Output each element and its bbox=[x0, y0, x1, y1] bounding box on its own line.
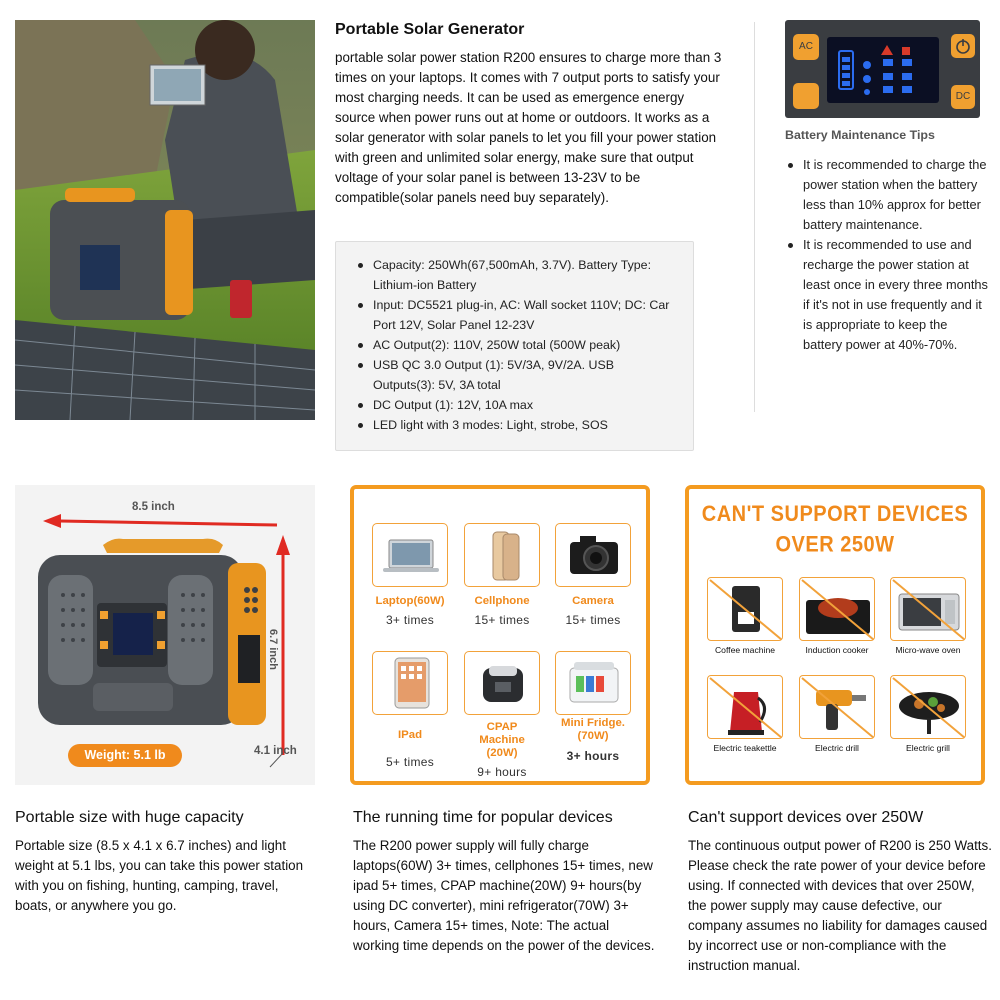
induction-cooker-icon bbox=[799, 577, 875, 641]
nosupport-label: Coffee machine bbox=[714, 645, 776, 655]
spec-item: USB QC 3.0 Output (1): 5V/3A, 9V/2A. USB Outputs(3): 5V, 3A total bbox=[358, 355, 679, 395]
device-value: 3+ times bbox=[385, 613, 435, 627]
device-label: IPad bbox=[397, 729, 423, 741]
size-card bbox=[15, 485, 315, 785]
device-value: 15+ times bbox=[565, 613, 621, 627]
nosupport-tile-grill bbox=[890, 675, 966, 753]
nosupport-tile-induction bbox=[799, 577, 875, 655]
electric-drill-icon bbox=[799, 675, 875, 739]
coffee-machine-icon bbox=[707, 577, 783, 641]
device-tile-laptop bbox=[372, 523, 448, 627]
spec-item: AC Output(2): 110V, 250W total (500W peak) bbox=[358, 335, 679, 355]
weight-badge: Weight: 5.1 lb bbox=[68, 744, 182, 767]
device-label: CPAP Machine (20W) bbox=[479, 721, 525, 759]
depth-label: 4.1 inch bbox=[254, 745, 297, 757]
section-title-runtime: The running time for popular devices bbox=[353, 809, 613, 826]
electric-teakettle-icon bbox=[707, 675, 783, 739]
height-label: 6.7 inch bbox=[267, 629, 279, 670]
spec-item: DC Output (1): 12V, 10A max bbox=[358, 395, 679, 415]
section-text-size: Portable size (8.5 x 4.1 x 6.7 inches) and light weight at 5.1 lbs, you can take this power station with you on fishing, hunting, camping, travel, boats, or anywhere you go. bbox=[15, 838, 304, 913]
section-title-size: Portable size with huge capacity bbox=[15, 809, 244, 826]
device-tile-camera bbox=[555, 523, 631, 627]
nosupport-label: Micro-wave oven bbox=[895, 645, 961, 655]
nosupport-title-line1: CAN'T SUPPORT DEVICES bbox=[701, 502, 969, 527]
nosupport-label: Induction cooker bbox=[805, 645, 869, 655]
nosupport-card bbox=[685, 485, 985, 785]
generator-illustration bbox=[33, 535, 273, 735]
device-value: 5+ times bbox=[385, 755, 435, 769]
ac-button-icon: AC bbox=[793, 34, 819, 60]
tip-item: It is recommended to charge the power station when the battery less than 10% approx for better battery maintenance. bbox=[785, 155, 990, 235]
ipad-icon bbox=[372, 651, 448, 715]
device-value: 3+ hours bbox=[566, 749, 620, 763]
vertical-divider bbox=[754, 22, 755, 412]
device-label: Mini Fridge.(70W) bbox=[561, 717, 625, 742]
top-description: portable solar power station R200 ensures to charge more than 3 times on your laptops. It comes with 7 output ports to satisfy your most charging needs. It can be used as emergence energy source when power runs out at home or outdoors. It works as a solar generator with solar panels to let you fill your power station with green and unlimited solar energy, make sure that output voltage of your solar panel is between 13-23V to be compatible(solar panels need buy separately). bbox=[335, 50, 722, 205]
device-tile-cellphone bbox=[464, 523, 540, 627]
nosupport-tile-microwave bbox=[890, 577, 966, 655]
nosupport-title-line2: OVER 250W bbox=[775, 532, 895, 557]
spec-item: Input: DC5521 plug-in, AC: Wall socket 110V; DC: Car Port 12V, Solar Panel 12-23V bbox=[358, 295, 679, 335]
device-tile-ipad bbox=[372, 651, 448, 769]
camera-icon bbox=[555, 523, 631, 587]
nosupport-label: Electric teakettle bbox=[713, 743, 777, 753]
spec-box bbox=[335, 241, 694, 451]
tips-list bbox=[785, 155, 990, 355]
section-text-nosupport: The continuous output power of R200 is 250 Watts. Please check the rate power of your device before using. If connected with devices that over 250W, the power supply may cause defective, our company assumes no liability for damages caused by incorrect use or non-compliance with the instruction manual. bbox=[688, 838, 992, 973]
laptop-icon bbox=[372, 523, 448, 587]
cpap-machine-icon bbox=[464, 651, 540, 715]
width-label: 8.5 inch bbox=[132, 501, 175, 513]
tips-title: Battery Maintenance Tips bbox=[785, 128, 935, 142]
control-panel-image bbox=[785, 20, 980, 118]
spec-item: LED light with 3 modes: Light, strobe, SOS bbox=[358, 415, 679, 435]
lcd-display bbox=[827, 37, 939, 103]
electric-grill-icon bbox=[890, 675, 966, 739]
top-title: Portable Solar Generator bbox=[335, 21, 525, 38]
nosupport-tile-drill bbox=[799, 675, 875, 753]
nosupport-tile-coffee bbox=[707, 577, 783, 655]
microwave-oven-icon bbox=[890, 577, 966, 641]
nosupport-title bbox=[689, 500, 981, 560]
device-label: Laptop(60W) bbox=[375, 595, 445, 607]
device-label: Camera bbox=[572, 595, 614, 607]
device-value: 15+ times bbox=[474, 613, 530, 627]
device-tile-cpap bbox=[464, 651, 540, 779]
mini-fridge-icon bbox=[555, 651, 631, 715]
nosupport-tile-teakettle bbox=[707, 675, 783, 753]
tip-item: It is recommended to use and recharge the power station at least once in every three months if it's not in use frequently and it is appropriate to keep the battery power at 40%-70%. bbox=[785, 235, 990, 355]
power-icon bbox=[951, 34, 975, 58]
section-title-nosupport: Can't support devices over 250W bbox=[688, 809, 924, 826]
device-value: 9+ hours bbox=[477, 765, 527, 779]
dc-button-icon: DC bbox=[951, 85, 975, 109]
device-tile-mini-fridge bbox=[555, 651, 631, 763]
spec-item: Capacity: 250Wh(67,500mAh, 3.7V). Battery Type: Lithium-ion Battery bbox=[358, 255, 679, 295]
devices-card bbox=[350, 485, 650, 785]
light-icon bbox=[793, 83, 819, 109]
hero-photo bbox=[15, 20, 315, 420]
device-label: Cellphone bbox=[474, 595, 530, 607]
nosupport-label: Electric grill bbox=[906, 743, 950, 753]
section-text-runtime: The R200 power supply will fully charge laptops(60W) 3+ times, cellphones 15+ times, new ipad 5+ times, CPAP machine(20W) 9+ hours(by using DC converter), mini refrigerator(70W) 3+ hours, Camera 15+ times, Note: The actual working time depends on the power of the devices. bbox=[353, 838, 655, 953]
cellphone-icon bbox=[464, 523, 540, 587]
nosupport-label: Electric drill bbox=[815, 743, 859, 753]
